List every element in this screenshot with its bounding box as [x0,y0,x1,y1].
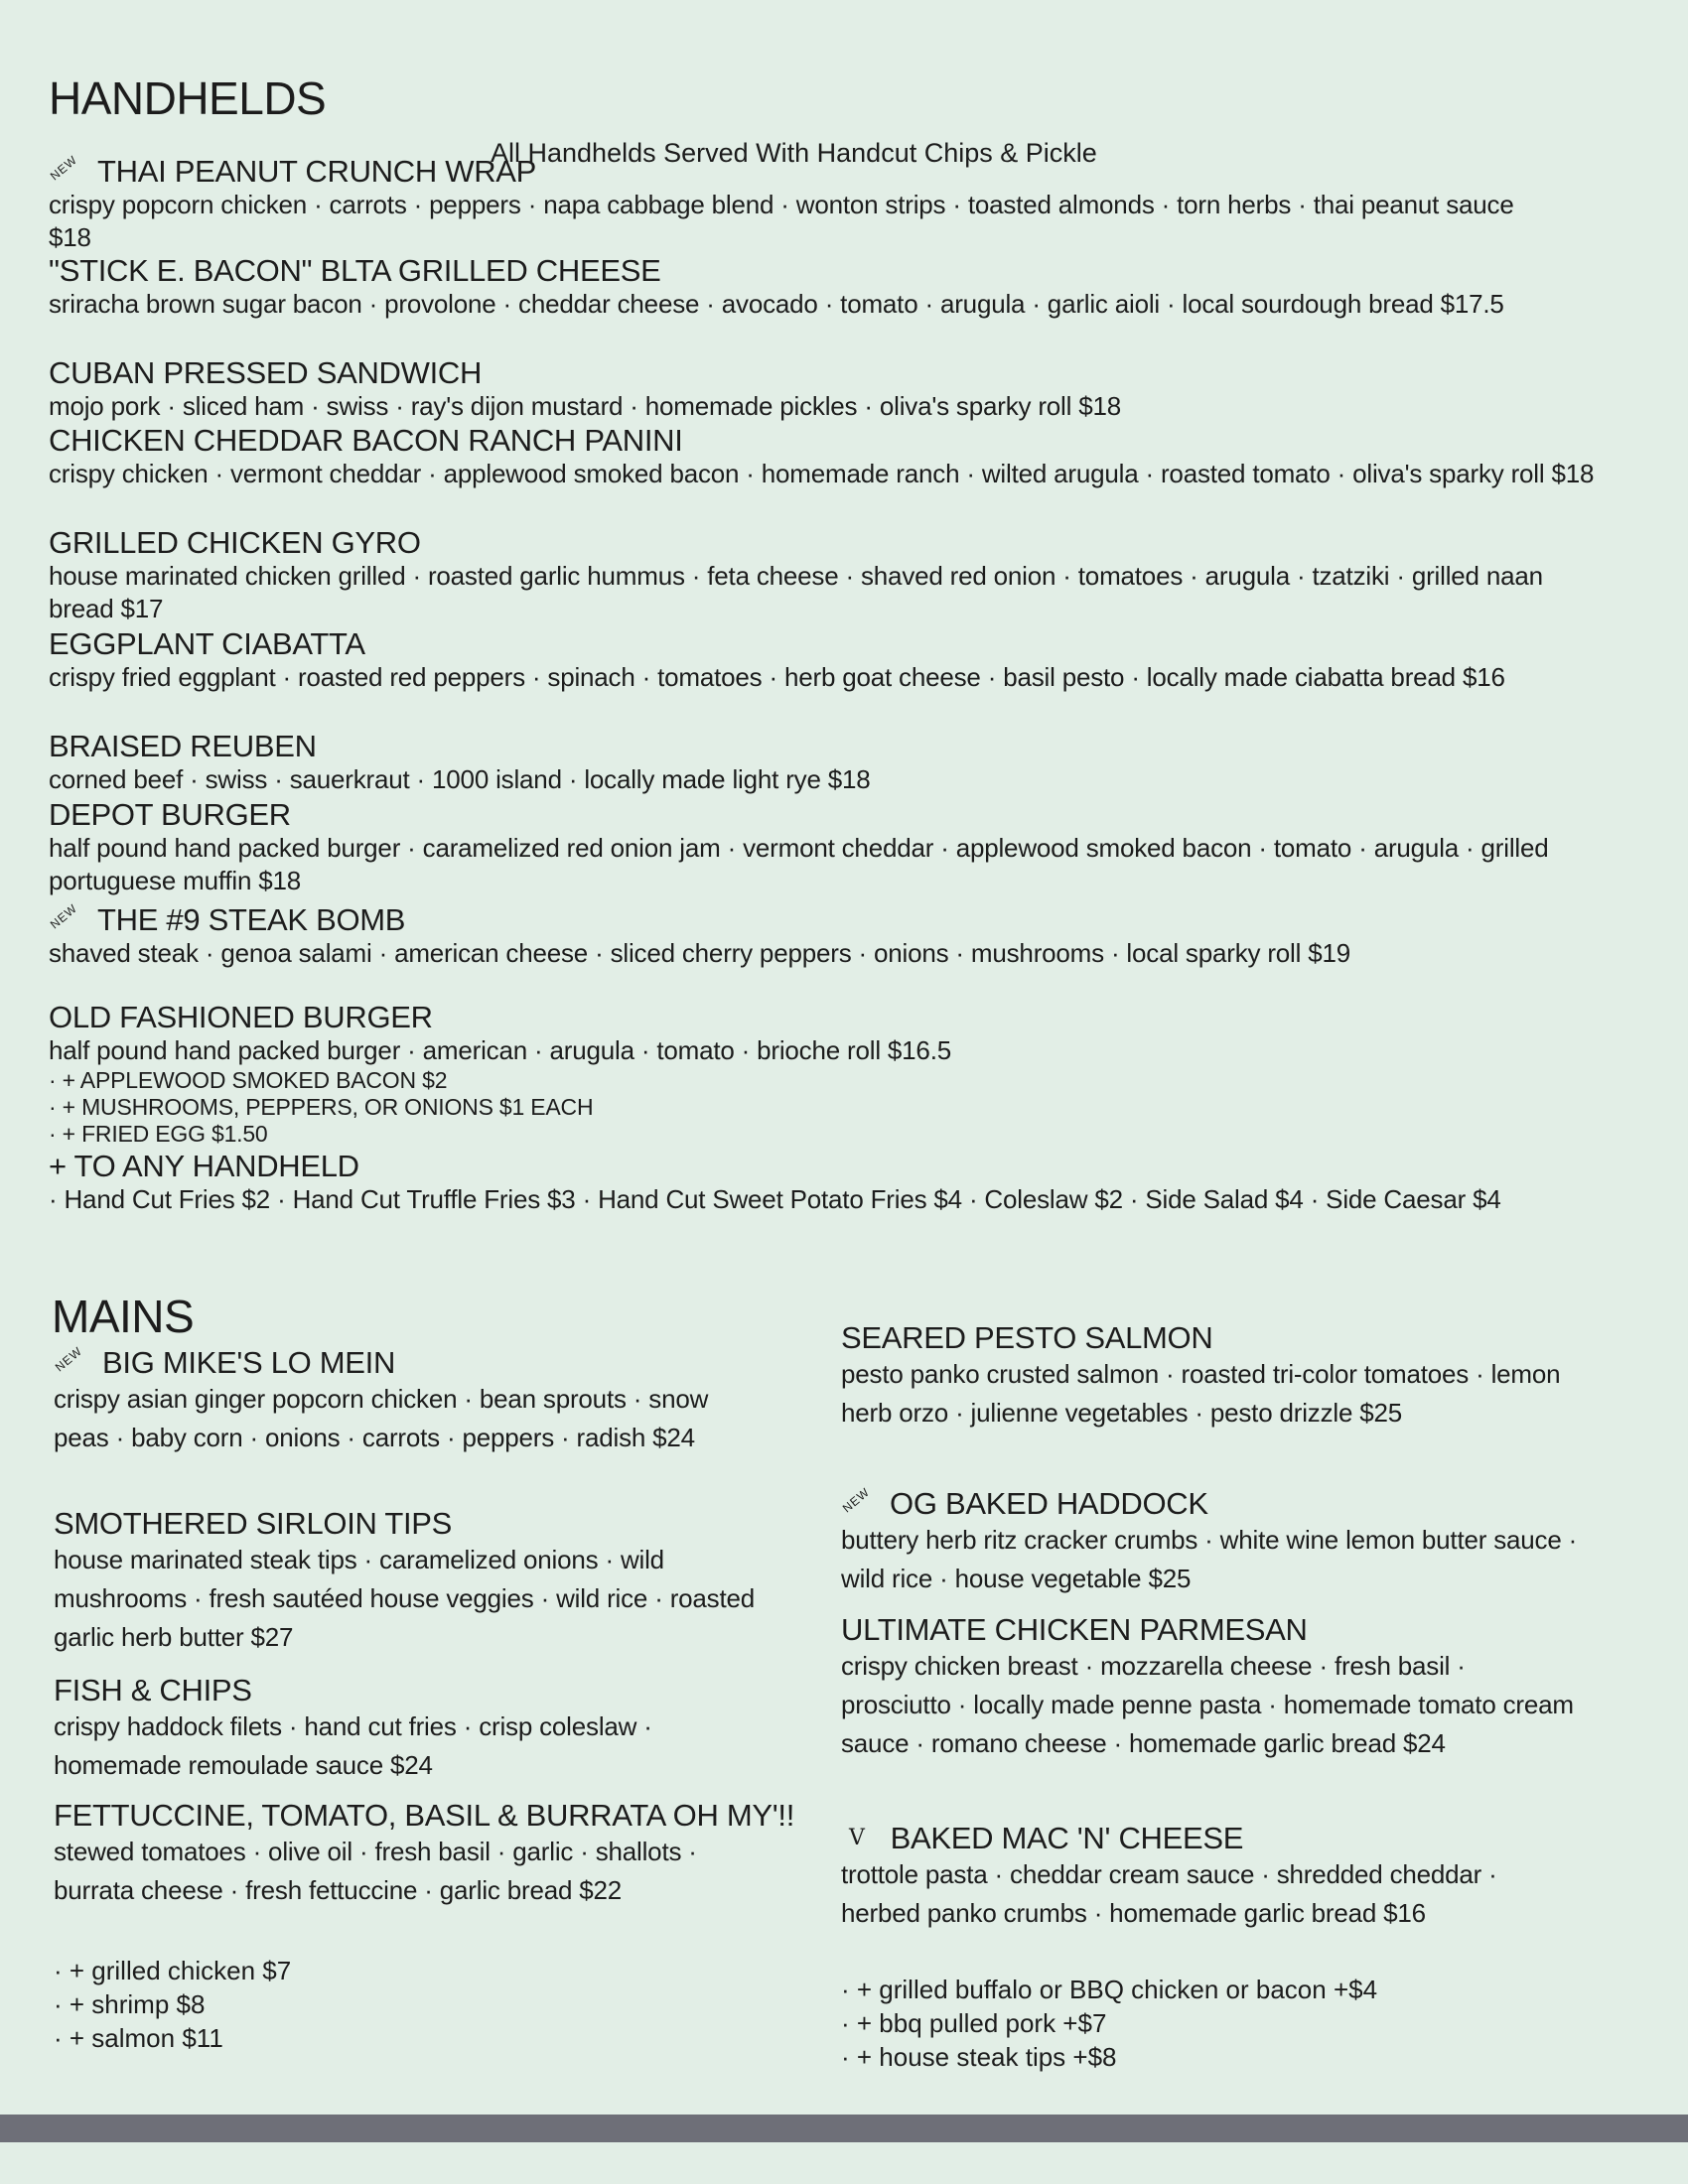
menu-item [49,730,1637,796]
handhelds-title: HANDHELDS [49,72,327,124]
any-handheld-sides: · Hand Cut Fries $2 · Hand Cut Truffle Fries $3 · Hand Cut Sweet Potato Fries $4 · Coleslaw $2 · Side Salad $4 · Side Caesar $4 [49,1184,1501,1215]
item-description: mojo pork · sliced ham · swiss · ray's dijon mustard · homemade pickles · oliva's sparky roll $18 [49,391,1122,422]
addon-line: · + salmon $11 [54,2023,223,2053]
footer-bar [0,2115,1688,2142]
any-handheld-title: + TO ANY HANDHELD [49,1149,359,1184]
item-name: EGGPLANT CIABATTA [49,626,365,661]
item-description: house marinated steak tips · caramelized onions · wild mushrooms · fresh sautéed house veggies · wild rice · roasted garlic herb butter $27 [54,1545,756,1653]
menu-item [841,1321,1616,1433]
item-name: DEPOT BURGER [49,797,291,832]
item-name: "STICK E. BACON" BLTA GRILLED CHEESE [49,253,661,288]
menu-item [839,1484,1625,1598]
addon-line: · + FRIED EGG $1.50 [49,1121,268,1148]
item-name: THAI PEANUT CRUNCH WRAP [97,154,537,189]
menu-item [54,1799,808,1910]
item-name: CHICKEN CHEDDAR BACON RANCH PANINI [49,423,683,458]
menu-item [49,254,1637,321]
mains-title: MAINS [52,1291,195,1342]
item-description: sriracha brown sugar bacon · provolone · cheddar cheese · avocado · tomato · arugula · garlic aioli · local sourdough bread $17.5 [49,289,1504,320]
item-description: buttery herb ritz cracker crumbs · white wine lemon butter sauce · wild rice · house vegetable $25 [841,1525,1578,1594]
item-name: FETTUCCINE, TOMATO, BASIL & BURRATA OH MY'!! [54,1798,795,1833]
item-name: GRILLED CHICKEN GYRO [49,525,421,560]
item-name: SMOTHERED SIRLOIN TIPS [54,1506,453,1541]
menu-item [54,1507,798,1657]
item-description: shaved steak · genoa salami · american cheese · sliced cherry peppers · onions · mushrooms · local sparky roll $19 [49,938,1351,969]
addon-line: · + grilled buffalo or BBQ chicken or bacon +$4 [841,1975,1378,2004]
new-badge: NEW [47,900,80,932]
menu-item [49,1001,1637,1216]
item-name: SEARED PESTO SALMON [841,1320,1213,1355]
item-description: corned beef · swiss · sauerkraut · 1000 island · locally made light rye $18 [49,764,871,795]
menu-item [49,526,1637,625]
item-name: BAKED MAC 'N' CHEESE [890,1821,1244,1855]
item-name: FISH & CHIPS [54,1673,252,1707]
mains-right-addons [841,1973,1596,2074]
addon-line: · + bbq pulled pork +$7 [841,2008,1107,2038]
item-name: ULTIMATE CHICKEN PARMESAN [841,1612,1308,1647]
item-description: trottole pasta · cheddar cream sauce · shredded cheddar · herbed panko crumbs · homemade garlic bread $16 [841,1859,1497,1929]
menu-item [52,1343,788,1457]
item-name: OG BAKED HADDOCK [890,1486,1208,1521]
addon-line: · + house steak tips +$8 [841,2042,1117,2072]
item-description: crispy haddock filets · hand cut fries · crisp coleslaw · homemade remoulade sauce $24 [54,1711,652,1781]
new-badge: NEW [839,1484,873,1516]
item-description: half pound hand packed burger · caramelized red onion jam · vermont cheddar · applewood smoked bacon · tomato · arugula · grilled portuguese muffin $18 [49,833,1549,896]
menu-item [49,798,1637,897]
item-description: half pound hand packed burger · american · arugula · tomato · brioche roll $16.5 [49,1035,951,1066]
item-name: OLD FASHIONED BURGER [49,1000,433,1034]
vegetarian-icon: V [849,1826,865,1850]
item-name: BRAISED REUBEN [49,729,317,763]
item-description: crispy chicken · vermont cheddar · applewood smoked bacon · homemade ranch · wilted arugula · roasted tomato · oliva's sparky roll $18 [49,459,1595,489]
menu-item [54,1674,788,1785]
item-description: crispy asian ginger popcorn chicken · bean sprouts · snow peas · baby corn · onions · carrots · peppers · radish $24 [54,1384,709,1453]
menu-item [841,1613,1625,1763]
menu-item [841,1822,1625,1933]
item-description: crispy fried eggplant · roasted red peppers · spinach · tomatoes · herb goat cheese · basil pesto · locally made ciabatta bread $16 [49,662,1505,693]
item-description: crispy popcorn chicken · carrots · peppers · napa cabbage blend · wonton strips · toasted almonds · torn herbs · thai peanut sauce $18 [49,190,1514,253]
item-name: CUBAN PRESSED SANDWICH [49,355,483,390]
item-description: stewed tomatoes · olive oil · fresh basil · garlic · shallots · burrata cheese · fresh fettuccine · garlic bread $22 [54,1837,697,1906]
menu-item [49,424,1637,490]
menu-item [47,900,1637,970]
addon-line: · + APPLEWOOD SMOKED BACON $2 [49,1067,448,1094]
addon-line: · + MUSHROOMS, PEPPERS, OR ONIONS $1 EACH [49,1094,594,1121]
item-description: pesto panko crusted salmon · roasted tri-color tomatoes · lemon herb orzo · julienne vegetables · pesto drizzle $25 [841,1359,1561,1429]
item-name: THE #9 STEAK BOMB [97,902,406,937]
new-badge: NEW [47,152,80,184]
new-badge: NEW [52,1343,85,1375]
menu-item [49,627,1637,694]
addon-line: · + grilled chicken $7 [54,1956,292,1985]
menu-item [49,356,1637,423]
handhelds-subtitle: All Handhelds Served With Handcut Chips & Pickle [491,138,1097,168]
mains-left-addons [54,1954,649,2055]
addon-line: · + shrimp $8 [54,1989,206,2019]
item-description: crispy chicken breast · mozzarella cheese · fresh basil · prosciutto · locally made penne pasta · homemade tomato cream sauce · romano cheese · homemade garlic bread $24 [841,1651,1574,1759]
item-name: BIG MIKE'S LO MEIN [102,1345,396,1380]
item-description: house marinated chicken grilled · roasted garlic hummus · feta cheese · shaved red onion · tomatoes · arugula · tzatziki · grilled naan bread $17 [49,561,1543,624]
